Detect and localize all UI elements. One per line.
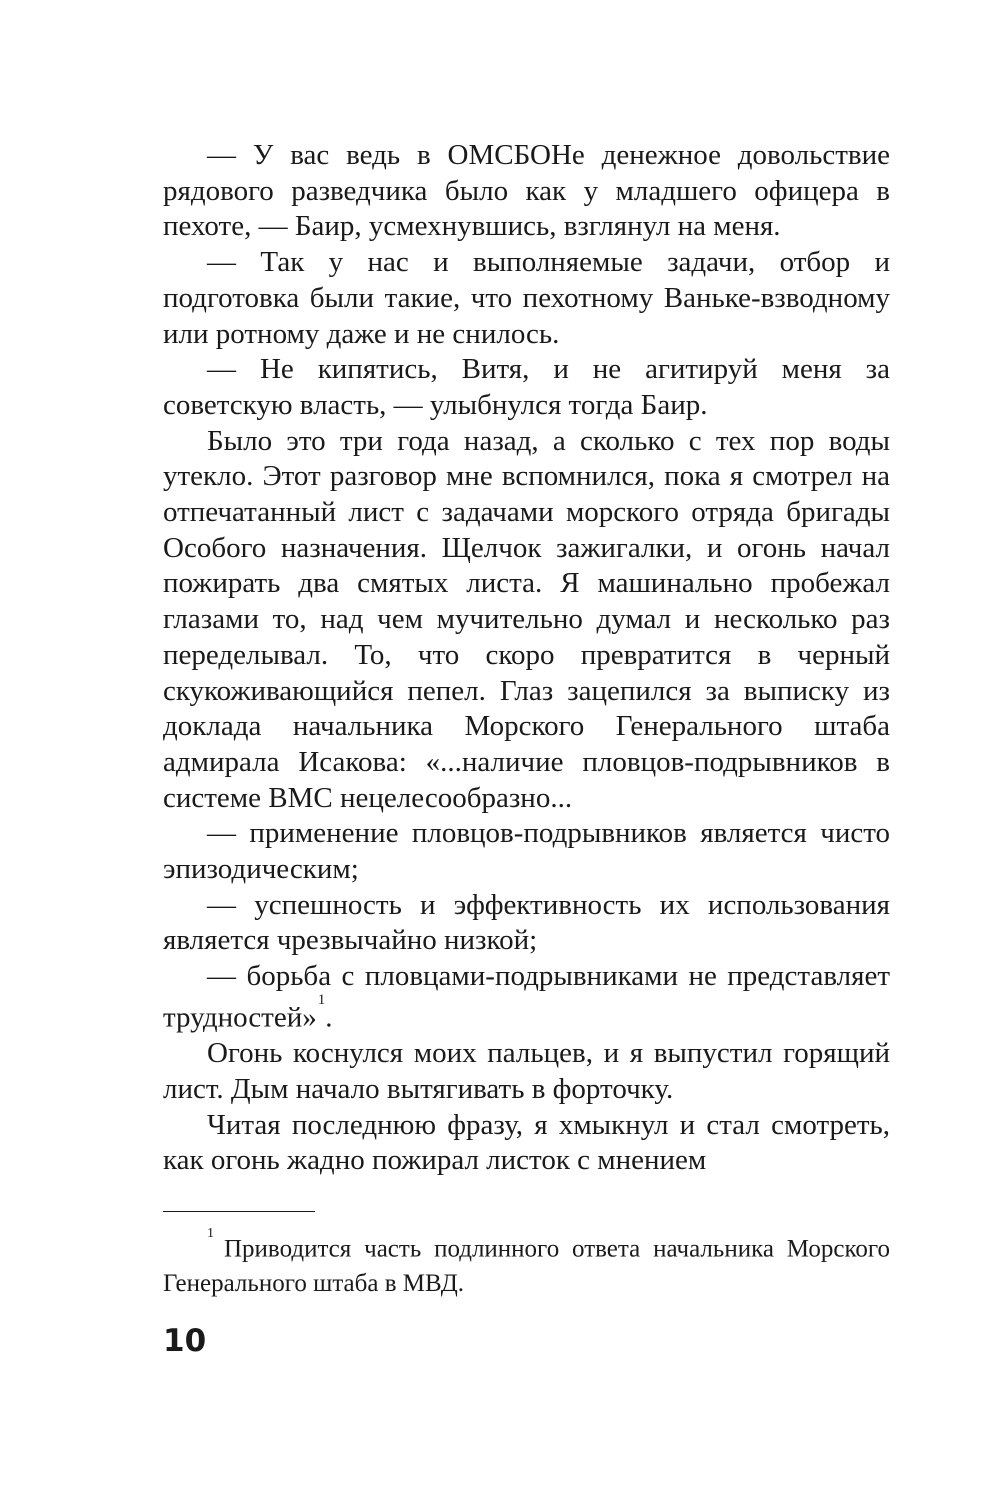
paragraph-text: — борьба с пловцами-подрывниками не представляет трудностей» — [163, 960, 890, 1034]
footnote-mark: 1 — [207, 1226, 214, 1242]
paragraph: — применение пловцов-подрывников является чисто эпизодическим; — [163, 817, 890, 886]
footnote-reference: 1 — [317, 991, 326, 1008]
footnote-ref-suffix: . — [325, 1001, 333, 1034]
main-text — [163, 138, 890, 1179]
footnote-divider — [163, 1211, 315, 1212]
paragraph: — успешность и эффективность их использования является чрезвычайно низкой; — [163, 888, 890, 957]
page-number: 10 — [163, 1323, 207, 1359]
paragraph: — У вас ведь в ОМСБОНе денежное довольствие рядового разведчика было как у младшего офицера в пехоте, — Баир, усмехнувшись, взглянул на меня. — [163, 139, 890, 243]
paragraph: Читая последнюю фразу, я хмыкнул и стал смотреть, как огонь жадно пожирал листок с мнением — [163, 1108, 890, 1177]
book-page — [163, 138, 890, 1301]
footnote-text: Приводится часть подлинного ответа начальника Морского Генерального штаба в МВД. — [163, 1235, 890, 1298]
paragraph-with-footnote — [163, 959, 890, 1036]
paragraph: — Так у нас и выполняемые задачи, отбор и подготовка были такие, что пехотному Ваньке-взводному или ротному даже и не снилось. — [163, 246, 890, 350]
paragraph: — Не кипятись, Витя, и не агитируй меня за советскую власть, — улыбнулся тогда Баир. — [163, 353, 890, 421]
paragraph: Было это три года назад, а сколько с тех пор воды утекло. Этот разговор мне вспомнился, пока я смотрел на отпечатанный лист с задачами морского отряда бригады Особого назначения. Щелчок зажигалки, и огонь начал пожирать два смятых листа. Я машинально пробежал глазами то, над чем мучительно думал и несколько раз переделывал. То, что скоро превратится в черный скукоживающийся пепел. Глаз зацепился за выписку из доклада начальника Морского Генерального штаба адмирала Исакова: «...наличие пловцов-подрывников в системе ВМС нецелесообразно... — [163, 424, 890, 814]
footnote — [163, 1226, 890, 1301]
paragraph: Огонь коснулся моих пальцев, и я выпустил горящий лист. Дым начало вытягивать в форточку. — [163, 1037, 890, 1105]
